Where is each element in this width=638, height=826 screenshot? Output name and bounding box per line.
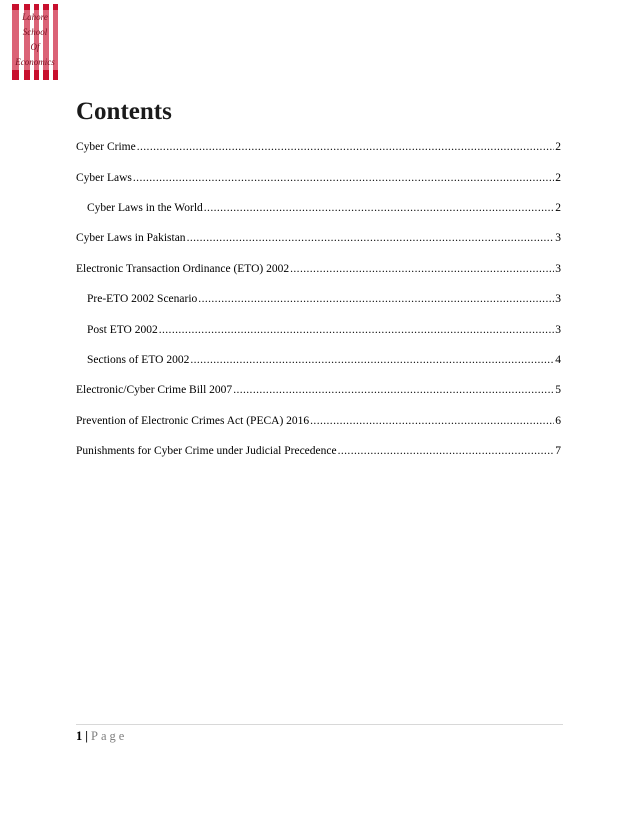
logo-line: Lahore (8, 10, 62, 25)
toc-entry-sections-of-eto-2002[interactable] (87, 353, 561, 367)
footer-page-number: 1 (76, 729, 83, 743)
toc-leader-dots (338, 444, 555, 458)
toc-entry-page: 2 (555, 202, 561, 214)
toc-entry-page: 4 (555, 354, 561, 366)
footer-separator: | (85, 729, 89, 743)
logo-text (8, 10, 62, 70)
toc-entry-punishments-judicial-precedence[interactable] (76, 444, 561, 458)
toc-entry-page: 6 (555, 415, 561, 427)
toc-entry-cyber-laws[interactable] (76, 171, 561, 185)
toc-leader-dots (133, 171, 554, 185)
toc-entry-label: Electronic/Cyber Crime Bill 2007 (76, 384, 233, 396)
toc-entry-page: 2 (555, 172, 561, 184)
school-logo (12, 4, 58, 80)
toc-entry-cyber-crime-bill-2007[interactable] (76, 383, 561, 397)
footer-page-word: Page (91, 729, 128, 743)
toc-entry-label: Sections of ETO 2002 (87, 354, 190, 366)
toc-entry-cyber-laws-in-the-world[interactable] (87, 201, 561, 215)
toc-entry-cyber-crime[interactable] (76, 140, 561, 154)
toc-entry-page: 3 (555, 293, 561, 305)
toc-entry-label: Punishments for Cyber Crime under Judicial Precedence (76, 445, 337, 457)
toc-entry-label: Electronic Transaction Ordinance (ETO) 2002 (76, 263, 290, 275)
toc-entry-label: Cyber Laws in the World (87, 202, 203, 214)
toc-leader-dots (204, 201, 554, 215)
toc-entry-post-eto-2002[interactable] (87, 323, 561, 337)
logo-line: Of (8, 40, 62, 55)
toc-leader-dots (290, 262, 554, 276)
toc-entry-peca-2016[interactable] (76, 414, 561, 428)
page-footer (76, 728, 127, 744)
toc-leader-dots (190, 353, 554, 367)
toc-entry-label: Cyber Crime (76, 141, 136, 153)
toc-entry-label: Cyber Laws in Pakistan (76, 232, 186, 244)
toc-entry-page: 5 (555, 384, 561, 396)
toc-entry-label: Post ETO 2002 (87, 324, 158, 336)
toc-entry-page: 7 (555, 445, 561, 457)
toc-entry-label: Pre-ETO 2002 Scenario (87, 293, 198, 305)
page-title: Contents (76, 98, 172, 125)
toc-entry-page: 3 (555, 263, 561, 275)
toc-leader-dots (233, 383, 554, 397)
toc-entry-label: Cyber Laws (76, 172, 132, 184)
footer-divider (76, 724, 563, 725)
toc-entry-page: 3 (555, 232, 561, 244)
toc-leader-dots (159, 323, 555, 337)
toc-leader-dots (198, 292, 554, 306)
logo-line: Economics (8, 55, 62, 70)
toc-leader-dots (137, 140, 555, 154)
logo-line: School (8, 25, 62, 40)
toc-entry-eto-2002[interactable] (76, 262, 561, 276)
toc-leader-dots (310, 414, 554, 428)
toc-entry-page: 2 (555, 141, 561, 153)
toc-entry-pre-eto-2002-scenario[interactable] (87, 292, 561, 306)
toc-entry-cyber-laws-in-pakistan[interactable] (76, 231, 561, 245)
toc-entry-page: 3 (555, 324, 561, 336)
toc-entry-label: Prevention of Electronic Crimes Act (PECA) 2016 (76, 415, 310, 427)
toc-leader-dots (187, 231, 555, 245)
